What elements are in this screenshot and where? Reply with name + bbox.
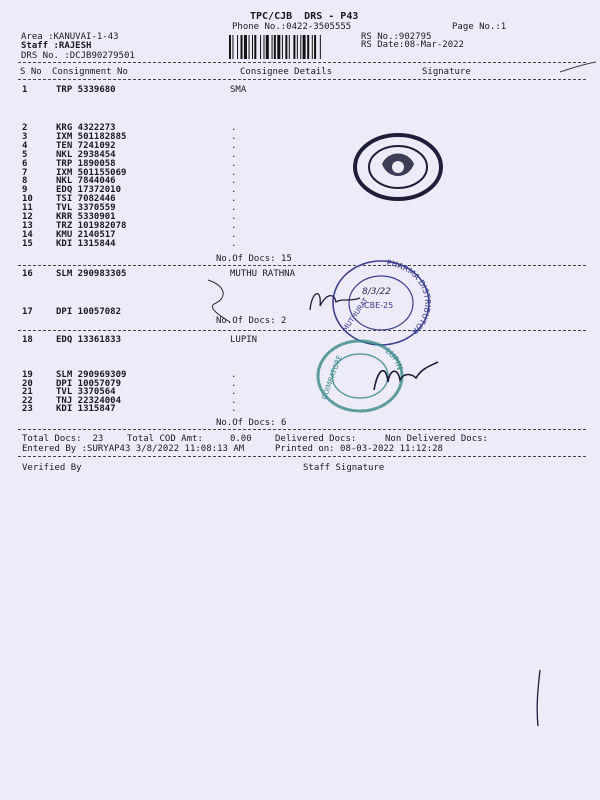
consignment-number: DPI 10057082 (56, 307, 122, 317)
col-signature: Signature (422, 67, 471, 77)
consignment-number: EDQ 13361833 (56, 335, 122, 345)
staff-label: Staff :RAJESH (21, 41, 92, 51)
divider (18, 62, 586, 63)
divider (18, 429, 586, 430)
printed-on: Printed on: 08-03-2022 11:12:28 (275, 444, 443, 454)
consignment-number: KDI 1315847 (56, 404, 116, 415)
table-row (0, 404, 600, 415)
consignee-dot: . (231, 203, 237, 214)
serial-number: 1 (22, 85, 28, 95)
consignment-number: TSI 7082446 (56, 194, 116, 205)
table-row (0, 239, 600, 250)
col-consignment: Consignment No (52, 67, 128, 77)
hand-mark (200, 276, 240, 326)
consignment-number: EDQ 17372010 (56, 185, 122, 196)
serial-number: 8 (22, 176, 28, 187)
consignment-number: TEN 7241092 (56, 140, 116, 151)
barcode-bar (277, 35, 280, 59)
document-title: TPC/CJB DRS - P43 (250, 11, 359, 22)
barcode-bar (297, 35, 298, 59)
serial-number: 19 (22, 370, 33, 380)
docs-count: No.Of Docs: 2 (216, 316, 287, 326)
consignee-dot: . (231, 149, 237, 160)
serial-number: 21 (22, 387, 33, 398)
svg-text:LUPIN (384, 346, 405, 371)
consignee-dot: . (231, 176, 237, 187)
serial-number: 10 (22, 194, 33, 205)
serial-number: 9 (22, 185, 28, 196)
consignee-dot: . (231, 123, 237, 133)
barcode-bar (232, 35, 233, 59)
docs-count: No.Of Docs: 6 (216, 418, 287, 428)
table-row (0, 85, 600, 96)
consignee-dot: . (231, 370, 237, 380)
consignee-dot: . (231, 238, 237, 249)
barcode-bar (300, 35, 301, 59)
barcode-bar (303, 35, 306, 59)
staff-signature: Staff Signature (303, 463, 385, 473)
serial-number: 15 (22, 238, 33, 249)
divider (18, 330, 586, 331)
margin-mark (528, 668, 548, 728)
svg-text:PHARMA DISTRIBUTOR (386, 258, 432, 336)
total-cod: Total COD Amt: 0.00 (127, 434, 252, 444)
serial-number: 3 (22, 131, 28, 142)
serial-number: 11 (22, 203, 33, 214)
consignment-number: KDI 1315844 (56, 238, 116, 249)
consignment-number: TRP 1890058 (56, 158, 116, 169)
serial-number: 2 (22, 123, 28, 133)
phone-number: Phone No.:0422-3505555 (232, 22, 352, 32)
consignment-number: TVL 3370564 (56, 387, 116, 398)
consignee-dot: . (231, 140, 237, 151)
barcode-bar (289, 35, 290, 59)
col-sno: S No (20, 67, 42, 77)
barcode-bar (314, 35, 316, 59)
page-number: Page No.:1 (452, 22, 507, 32)
consignment-number: NKL 2938454 (56, 149, 116, 160)
consignment-number: KRR 5330901 (56, 212, 116, 222)
serial-number: 17 (22, 307, 33, 317)
consignee-name: SMA (230, 85, 247, 95)
table-row (0, 335, 600, 346)
drs-number: DRS No. :DCJB90279501 (21, 51, 135, 61)
consignee-dot: . (231, 185, 237, 196)
barcode-bar (282, 35, 283, 59)
consignee-dot: . (231, 378, 237, 389)
divider (18, 265, 586, 266)
consignment-number: KMU 2140517 (56, 229, 116, 240)
edge-mark (558, 60, 598, 74)
col-consignee: Consignee Details (240, 67, 333, 77)
consignment-number: NKL 7844046 (56, 176, 116, 187)
barcode-bar (266, 35, 269, 59)
serial-number: 13 (22, 220, 33, 231)
consignment-number: TNJ 22324004 (56, 395, 122, 406)
barcode-bar (260, 35, 261, 59)
consignee-dot: . (231, 158, 237, 169)
barcode-bar (320, 35, 321, 59)
consignment-number: TVL 3370559 (56, 203, 116, 214)
barcode-bar (254, 35, 256, 59)
serial-number: 7 (22, 167, 28, 178)
consignee-dot: . (231, 167, 237, 178)
serial-number: 18 (22, 335, 33, 345)
barcode-bar (264, 35, 265, 59)
area-label: Area :KANUVAI-1-43 (21, 32, 119, 42)
lupin-stamp (312, 338, 462, 414)
divider (18, 79, 586, 80)
total-docs: Total Docs: 23 (22, 434, 104, 444)
serial-number: 5 (22, 149, 28, 160)
consignee-dot: . (231, 131, 237, 142)
consignee-dot: . (231, 404, 237, 415)
serial-number: 12 (22, 212, 33, 222)
barcode-bar (312, 35, 313, 59)
barcode-bar (272, 35, 273, 59)
serial-number: 20 (22, 378, 33, 389)
barcode-bar (285, 35, 287, 59)
serial-number: 23 (22, 404, 33, 415)
consignee-dot: . (231, 194, 237, 205)
consignment-number: TRP 5339680 (56, 85, 116, 95)
round-stamp-top (352, 132, 444, 202)
consignee-dot: . (231, 387, 237, 398)
consignment-number: DPI 10057079 (56, 378, 122, 389)
serial-number: 22 (22, 395, 33, 406)
non-delivered-docs: Non Delivered Docs: (385, 434, 488, 444)
stamp-ring-text: PHARMA DISTRIBUTOR (385, 258, 433, 337)
verified-by: Verified By (22, 463, 82, 473)
serial-number: 6 (22, 158, 28, 169)
divider (18, 456, 586, 457)
delivered-docs: Delivered Docs: (275, 434, 357, 444)
consignment-number: SLM 290969309 (56, 370, 127, 380)
barcode (229, 35, 349, 59)
consignee-name: MUTHU RATHNA (230, 269, 296, 279)
consignment-number: IXM 501182885 (56, 131, 127, 142)
consignee-name: LUPIN (230, 335, 258, 345)
docs-count: No.Of Docs: 15 (216, 254, 292, 264)
stamp-city: CBE-25 (364, 301, 394, 310)
consignment-number: IXM 501155069 (56, 167, 127, 178)
serial-number: 16 (22, 269, 33, 279)
stamp-inner-text: MUTHURAT (341, 296, 370, 334)
barcode-bar (274, 35, 276, 59)
consignee-dot: . (231, 212, 237, 222)
stamp-lupin-side: COIMBATORE (320, 354, 344, 401)
stamp-date: 8/3/22 (362, 287, 391, 297)
consignee-dot: . (231, 395, 237, 406)
rs-number: RS No.:902795 (361, 32, 432, 42)
consignee-dot: . (231, 229, 237, 240)
serial-number: 14 (22, 229, 33, 240)
consignee-dot: . (231, 220, 237, 231)
barcode-bar (252, 35, 253, 59)
entered-by: Entered By :SURYAP43 3/8/2022 11:08:13 AM (22, 444, 245, 454)
barcode-bar (244, 35, 247, 59)
consignment-number: SLM 290983305 (56, 269, 127, 279)
rs-date: RS Date:08-Mar-2022 (361, 40, 464, 50)
signature-scribble-2 (300, 280, 370, 320)
barcode-bar (237, 35, 238, 59)
barcode-bar (307, 35, 309, 59)
serial-number: 4 (22, 140, 28, 151)
consignment-number: TRZ 101982078 (56, 220, 127, 231)
barcode-bar (229, 35, 231, 59)
consignment-number: KRG 4322273 (56, 123, 116, 133)
table-row (0, 269, 600, 280)
barcode-bar (241, 35, 243, 59)
barcode-bar (249, 35, 250, 59)
stamp-lupin-text: LUPIN (383, 346, 405, 372)
barcode-bar (293, 35, 295, 59)
